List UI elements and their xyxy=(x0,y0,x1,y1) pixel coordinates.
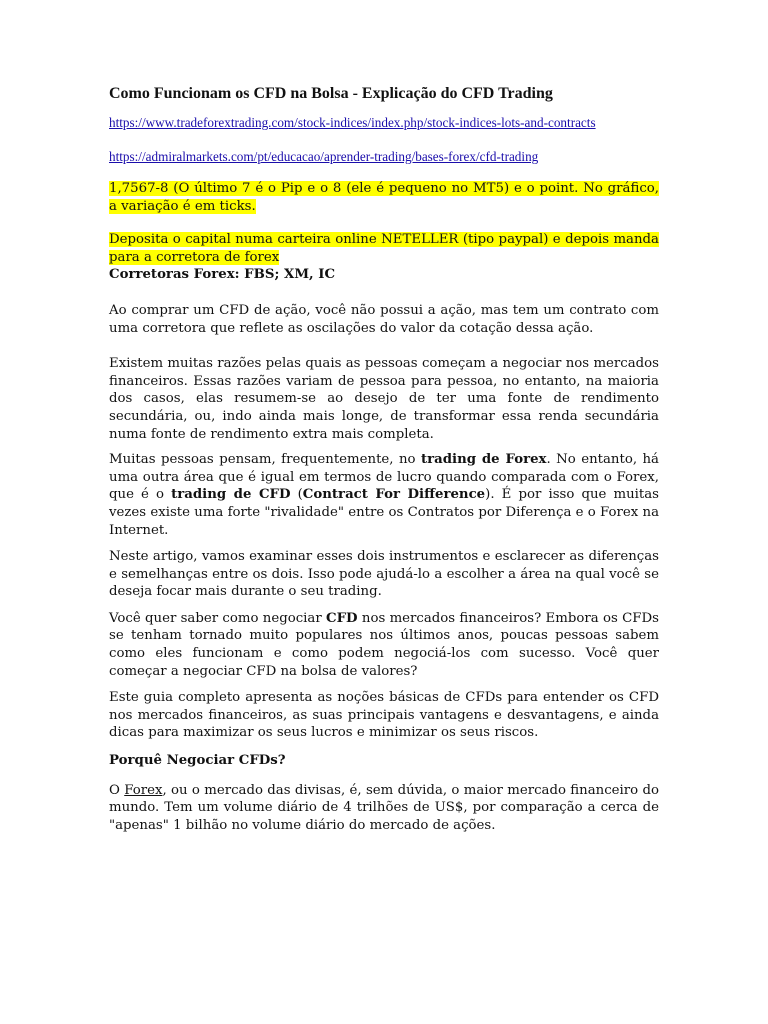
bold-cfd: CFD xyxy=(326,610,358,626)
text-run: nos mercados financeiros? Embora os CFDs se tenham tornado muito populares nos últimos anos, poucas pessoas sabem como eles funcionam e como podem negociá-los com sucesso. Você quer começar a negociar CFD na bolsa de valores? xyxy=(109,610,659,679)
text-run: ). É por isso que muitas vezes existe uma forte "rivalidade" entre os Contratos por Diferença e o Forex na Internet. xyxy=(109,487,659,538)
pip-note-paragraph xyxy=(109,180,659,215)
document-title: Como Funcionam os CFD na Bolsa - Explicação do CFD Trading xyxy=(109,85,553,102)
link-admiralmarkets[interactable]: https://admiralmarkets.com/pt/educacao/aprender-trading/bases-forex/cfd-trading xyxy=(109,149,539,164)
text-run: ( xyxy=(290,487,303,503)
bold-trading-de-cfd: trading de CFD xyxy=(171,487,291,503)
text-run: Muitas pessoas pensam, frequentemente, no xyxy=(109,452,421,468)
razoes-paragraph: Existem muitas razões pelas quais as pessoas começam a negociar nos mercados financeiros. Essas razões variam de pessoa para pessoa, no entanto, na maioria dos casos, elas resumem-se ao desejo de ter uma fonte de rendimento secundária, ou, indo ainda mais longe, de transformar essa renda secundária numa fonte de rendimento extra mais completa. xyxy=(109,356,659,442)
underlined-forex[interactable]: Forex xyxy=(124,782,163,798)
link-tradeforextrading[interactable]: https://www.tradeforextrading.com/stock-indices/index.php/stock-indices-lots-and-contracts xyxy=(109,115,596,130)
document-page xyxy=(109,84,659,834)
bold-contract-for-difference: Contract For Difference xyxy=(302,487,486,503)
forex-market-paragraph xyxy=(109,782,659,835)
text-run: O xyxy=(109,782,125,798)
neste-artigo-paragraph: Neste artigo, vamos examinar esses dois instrumentos e esclarecer as diferenças e semelhanças entre os dois. Isso pode ajudá-lo a escolher a área na qual você se deseja focar mais durante o seu trading. xyxy=(109,549,659,600)
guia-paragraph: Este guia completo apresenta as noções básicas de CFDs para entender os CFD nos mercados financeiros, as suas principais vantagens e desvantagens, e ainda dicas para maximizar os seus lucros e minimizar os seus riscos. xyxy=(109,690,659,741)
forex-vs-cfd-paragraph xyxy=(109,451,659,539)
cfd-acao-paragraph: Ao comprar um CFD de ação, você não possui a ação, mas tem um contrato com uma corretora que reflete as oscilações do valor da cotação dessa ação. xyxy=(109,302,659,336)
text-run: , ou o mercado das divisas, é, sem dúvida, o maior mercado financeiro do mundo. Tem um volume diário de 4 trilhões de US$, por comparação a cerca de "apenas" 1 bilhão no volume diário do mercado de ações. xyxy=(109,782,659,833)
text-run: Você quer saber como negociar xyxy=(109,610,327,626)
voce-quer-paragraph xyxy=(109,610,659,680)
deposit-note-highlight: Deposita o capital numa carteira online NETELLER (tipo paypal) e depois manda para a corretora de forex xyxy=(109,232,659,265)
section-heading-porque: Porquê Negociar CFDs? xyxy=(109,753,286,769)
deposit-note-paragraph xyxy=(109,231,659,266)
brokers-line: Corretoras Forex: FBS; XM, IC xyxy=(109,267,336,283)
pip-note-highlight: 1,7567-8 (O último 7 é o Pip e o 8 (ele é pequeno no MT5) e o point. No gráfico, a variação é em ticks. xyxy=(109,181,659,214)
text-run: . No entanto, há uma outra área que é igual em termos de lucro quando comparada com o Forex, que é o xyxy=(109,452,659,503)
bold-trading-de-forex: trading de Forex xyxy=(420,452,547,468)
